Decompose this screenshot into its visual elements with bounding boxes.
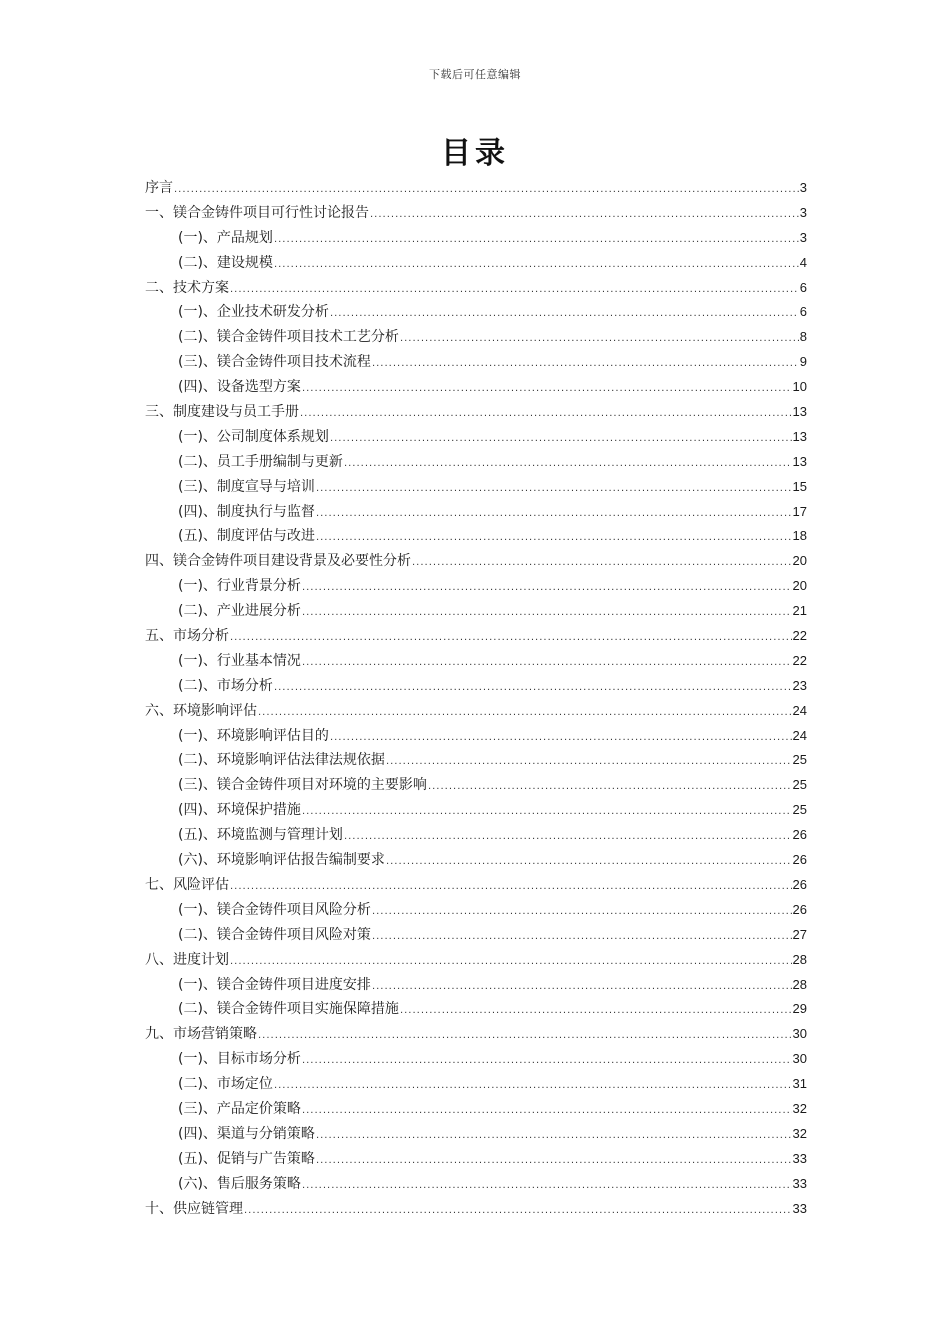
toc-page-number: 25 [792, 777, 807, 793]
toc-chapter-entry[interactable] [145, 699, 807, 724]
toc-dot-leader [302, 1099, 792, 1124]
toc-entry-title: (二)、市场定位 [178, 1076, 273, 1093]
toc-entry-title: (五)、制度评估与改进 [178, 528, 315, 545]
toc-section-entry[interactable] [145, 848, 807, 873]
toc-page-number: 15 [792, 478, 807, 494]
toc-page-number: 17 [792, 503, 807, 519]
toc-section-entry[interactable] [145, 450, 807, 475]
toc-section-entry[interactable] [145, 1097, 807, 1122]
toc-dot-leader [344, 825, 792, 850]
toc-dot-leader [316, 477, 792, 502]
toc-entry-title: (二)、产业进展分析 [178, 603, 301, 620]
toc-entry-title: (一)、行业背景分析 [178, 578, 301, 595]
toc-entry-title: (一)、目标市场分析 [178, 1051, 301, 1068]
toc-section-entry[interactable] [145, 798, 807, 823]
toc-chapter-entry[interactable] [145, 276, 807, 301]
toc-entry-title: (二)、环境影响评估法律法规依据 [178, 752, 385, 769]
toc-dot-leader [344, 452, 792, 477]
toc-page-number: 33 [792, 1200, 807, 1216]
toc-section-entry[interactable] [145, 375, 807, 400]
toc-entry-title: (六)、售后服务策略 [178, 1175, 301, 1192]
toc-entry-title: (四)、制度执行与监督 [178, 503, 315, 520]
toc-entry-title: (二)、市场分析 [178, 677, 273, 694]
toc-page-number: 13 [792, 428, 807, 444]
toc-section-entry[interactable] [145, 251, 807, 276]
toc-entry-title: 一、镁合金铸件项目可行性讨论报告 [145, 204, 369, 221]
toc-dot-leader [400, 327, 799, 352]
toc-entry-title: 十、供应链管理 [145, 1200, 243, 1217]
toc-page-number: 33 [792, 1150, 807, 1166]
toc-entry-title: 七、风险评估 [145, 876, 229, 893]
toc-page-number: 30 [792, 1051, 807, 1067]
toc-entry-title: (一)、环境影响评估目的 [178, 727, 329, 744]
toc-entry-title: (二)、镁合金铸件项目实施保障措施 [178, 1001, 399, 1018]
toc-entry-title: (一)、公司制度体系规划 [178, 428, 329, 445]
toc-page-number: 26 [792, 876, 807, 892]
toc-dot-leader [274, 676, 792, 701]
toc-dot-leader [316, 1124, 792, 1149]
toc-entry-title: (四)、环境保护措施 [178, 802, 301, 819]
toc-page-number: 3 [799, 180, 807, 195]
toc-dot-leader [274, 228, 799, 253]
toc-entry-title: 九、市场营销策略 [145, 1026, 257, 1043]
toc-page-number: 33 [792, 1175, 807, 1191]
toc-section-entry[interactable] [145, 748, 807, 773]
toc-dot-leader [274, 1074, 792, 1099]
toc-page-number: 25 [792, 802, 807, 818]
toc-page-number: 10 [792, 379, 807, 395]
toc-page-number: 26 [792, 852, 807, 868]
toc-dot-leader [400, 999, 792, 1024]
toc-page-number: 22 [792, 652, 807, 668]
toc-section-entry[interactable] [145, 773, 807, 798]
toc-chapter-entry[interactable] [145, 176, 807, 201]
toc-entry-title: (一)、行业基本情况 [178, 652, 301, 669]
toc-chapter-entry[interactable] [145, 400, 807, 425]
toc-page-number: 32 [792, 1125, 807, 1141]
toc-page-number: 6 [799, 304, 807, 320]
toc-section-entry[interactable] [145, 574, 807, 599]
toc-dot-leader [428, 775, 792, 800]
toc-entry-title: (二)、镁合金铸件项目风险对策 [178, 926, 371, 943]
toc-dot-leader [302, 601, 792, 626]
toc-dot-leader [230, 278, 799, 303]
toc-title: 目录 [441, 136, 509, 171]
toc-page-number: 4 [799, 254, 807, 270]
toc-page-number: 6 [799, 279, 807, 295]
toc-entry-title: (一)、镁合金铸件项目风险分析 [178, 901, 371, 918]
toc-dot-leader [386, 850, 792, 875]
toc-entry-title: (二)、员工手册编制与更新 [178, 453, 343, 470]
toc-dot-leader [302, 800, 792, 825]
toc-page-number: 23 [792, 677, 807, 693]
table-of-contents [145, 176, 807, 1221]
toc-entry-title: (一)、产品规划 [178, 229, 273, 246]
toc-dot-leader [330, 302, 799, 327]
toc-page-number: 26 [792, 827, 807, 843]
toc-page-number: 26 [792, 901, 807, 917]
toc-page-number: 31 [792, 1076, 807, 1092]
toc-entry-title: 二、技术方案 [145, 279, 229, 296]
toc-section-entry[interactable] [145, 1147, 807, 1172]
toc-page-number: 25 [792, 752, 807, 768]
toc-page-number: 21 [792, 603, 807, 619]
toc-dot-leader [258, 1024, 792, 1049]
toc-entry-title: 六、环境影响评估 [145, 702, 257, 719]
toc-entry-title: 三、制度建设与员工手册 [145, 404, 299, 421]
toc-page-number: 24 [792, 727, 807, 743]
toc-dot-leader [370, 203, 799, 228]
toc-section-entry[interactable] [145, 475, 807, 500]
toc-entry-title: (二)、建设规模 [178, 254, 273, 271]
toc-dot-leader [316, 502, 792, 527]
toc-dot-leader [372, 352, 799, 377]
toc-dot-leader [386, 750, 792, 775]
toc-page-number: 3 [799, 229, 807, 245]
toc-page-number: 24 [792, 702, 807, 718]
toc-section-entry[interactable] [145, 997, 807, 1022]
toc-dot-leader [330, 427, 792, 452]
toc-section-entry[interactable] [145, 1072, 807, 1097]
toc-dot-leader [174, 178, 799, 203]
toc-entry-title: (四)、设备选型方案 [178, 379, 301, 396]
toc-section-entry[interactable] [145, 350, 807, 375]
toc-dot-leader [244, 1199, 792, 1224]
toc-section-entry[interactable] [145, 923, 807, 948]
toc-dot-leader [372, 975, 792, 1000]
toc-dot-leader [316, 526, 792, 551]
toc-dot-leader [300, 402, 792, 427]
toc-entry-title: (三)、产品定价策略 [178, 1100, 301, 1117]
toc-page-number: 28 [792, 951, 807, 967]
toc-section-entry[interactable] [145, 524, 807, 549]
toc-section-entry[interactable] [145, 300, 807, 325]
toc-entry-title: (三)、镁合金铸件项目技术流程 [178, 354, 371, 371]
toc-section-entry[interactable] [145, 898, 807, 923]
toc-dot-leader [230, 875, 792, 900]
toc-dot-leader [302, 651, 792, 676]
toc-entry-title: (一)、镁合金铸件项目进度安排 [178, 976, 371, 993]
toc-dot-leader [302, 1174, 792, 1199]
toc-page-number: 28 [792, 976, 807, 992]
page-header: 下载后可任意编辑 [429, 68, 521, 81]
toc-page-number: 29 [792, 1001, 807, 1017]
toc-section-entry[interactable] [145, 1047, 807, 1072]
toc-page-number: 8 [799, 329, 807, 345]
toc-entry-title: (五)、环境监测与管理计划 [178, 827, 343, 844]
toc-section-entry[interactable] [145, 500, 807, 525]
toc-page-number: 18 [792, 528, 807, 544]
toc-chapter-entry[interactable] [145, 948, 807, 973]
toc-page-number: 20 [792, 578, 807, 594]
toc-dot-leader [372, 900, 792, 925]
toc-section-entry[interactable] [145, 1172, 807, 1197]
toc-section-entry[interactable] [145, 724, 807, 749]
toc-page-number: 3 [799, 204, 807, 220]
toc-entry-title: (四)、渠道与分销策略 [178, 1125, 315, 1142]
toc-entry-title: 四、镁合金铸件项目建设背景及必要性分析 [145, 553, 411, 570]
toc-section-entry[interactable] [145, 425, 807, 450]
toc-page-number: 9 [799, 354, 807, 370]
toc-chapter-entry[interactable] [145, 1197, 807, 1222]
toc-dot-leader [302, 377, 792, 402]
toc-page-number: 27 [792, 926, 807, 942]
toc-dot-leader [316, 1149, 792, 1174]
toc-entry-title: 八、进度计划 [145, 951, 229, 968]
toc-dot-leader [274, 253, 799, 278]
toc-dot-leader [302, 1049, 792, 1074]
toc-dot-leader [258, 701, 792, 726]
toc-chapter-entry[interactable] [145, 873, 807, 898]
toc-section-entry[interactable] [145, 325, 807, 350]
toc-entry-title: (二)、镁合金铸件项目技术工艺分析 [178, 329, 399, 346]
toc-page-number: 22 [792, 628, 807, 644]
toc-dot-leader [230, 626, 792, 651]
toc-entry-title: (一)、企业技术研发分析 [178, 304, 329, 321]
toc-dot-leader [372, 925, 792, 950]
toc-section-entry[interactable] [145, 599, 807, 624]
toc-chapter-entry[interactable] [145, 624, 807, 649]
toc-entry-title: (六)、环境影响评估报告编制要求 [178, 852, 385, 869]
toc-entry-title: 五、市场分析 [145, 628, 229, 645]
toc-section-entry[interactable] [145, 823, 807, 848]
toc-entry-title: (三)、制度宣导与培训 [178, 478, 315, 495]
toc-entry-title: (三)、镁合金铸件项目对环境的主要影响 [178, 777, 427, 794]
toc-section-entry[interactable] [145, 973, 807, 998]
toc-entry-title: 序言 [145, 180, 173, 196]
toc-page-number: 13 [792, 404, 807, 420]
toc-section-entry[interactable] [145, 674, 807, 699]
toc-page-number: 32 [792, 1100, 807, 1116]
toc-chapter-entry[interactable] [145, 1022, 807, 1047]
toc-page-number: 13 [792, 453, 807, 469]
toc-chapter-entry[interactable] [145, 201, 807, 226]
toc-section-entry[interactable] [145, 1122, 807, 1147]
toc-entry-title: (五)、促销与广告策略 [178, 1150, 315, 1167]
toc-section-entry[interactable] [145, 226, 807, 251]
toc-page-number: 20 [792, 553, 807, 569]
toc-dot-leader [302, 576, 792, 601]
toc-dot-leader [412, 551, 792, 576]
toc-dot-leader [330, 726, 792, 751]
toc-dot-leader [230, 950, 792, 975]
toc-section-entry[interactable] [145, 649, 807, 674]
toc-chapter-entry[interactable] [145, 549, 807, 574]
toc-page-number: 30 [792, 1026, 807, 1042]
